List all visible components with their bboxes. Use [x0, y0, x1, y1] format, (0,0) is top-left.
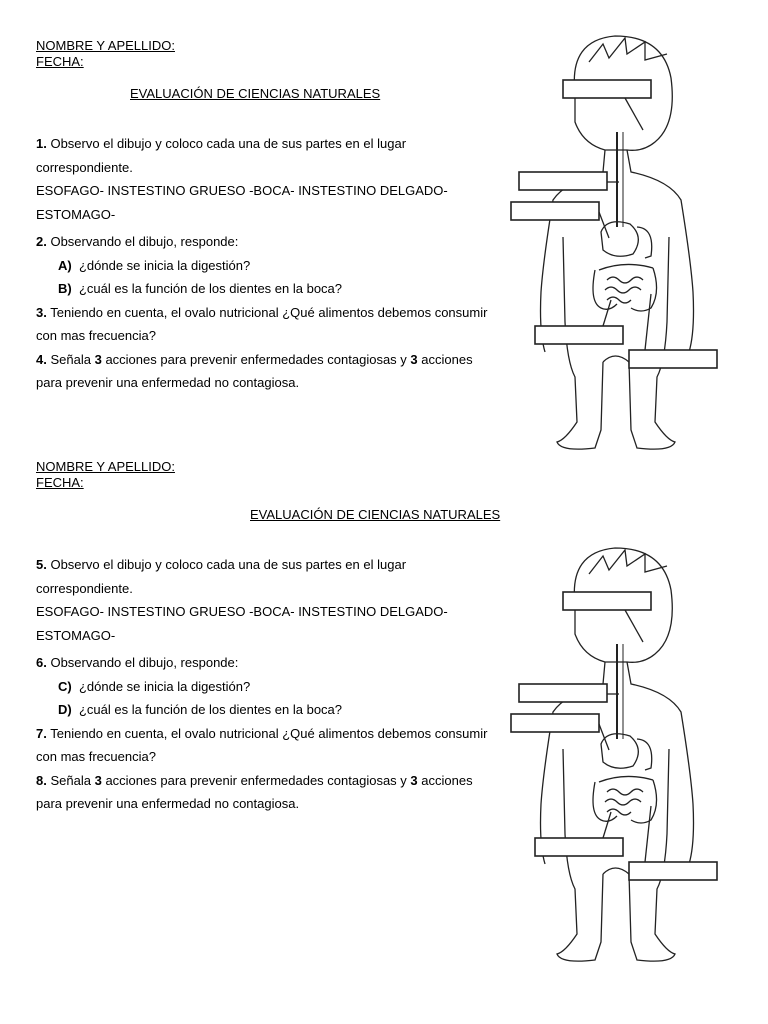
label-box-stomach [511, 714, 599, 732]
question-7 [36, 722, 496, 769]
label-box-esophagus [519, 172, 607, 190]
subquestion-text: ¿dónde se inicia la digestión? [78, 678, 251, 694]
subquestion-letter: C) [58, 678, 72, 694]
subquestion-text: ¿cuál es la función de los dientes en la boca? [78, 702, 343, 717]
digestive-system-figure [505, 32, 735, 462]
label-box-mouth [563, 592, 651, 610]
label-box-mouth [563, 80, 651, 98]
subquestion-letter: A) [58, 257, 72, 273]
label-box-esophagus [519, 684, 607, 702]
label-box-stomach [511, 202, 599, 220]
word-bank-line-2: ESTOMAGO- [36, 627, 116, 643]
subquestion-letter: B) [58, 281, 72, 296]
word-bank-line-1: ESOFAGO- INSTESTINO GRUESO -BOCA- INSTESTINO DELGADO- [36, 183, 448, 198]
question-text: Observando el dibujo, responde: [50, 234, 239, 249]
word-bank-line-1: ESOFAGO- INSTESTINO GRUESO -BOCA- INSTESTINO DELGADO- [36, 604, 448, 619]
subquestion-text: ¿dónde se inicia la digestión? [78, 257, 251, 273]
name-label: NOMBRE Y APELLIDO: [36, 38, 175, 53]
question-number: 7. [36, 725, 47, 741]
question-text: Observando el dibujo, responde: [50, 655, 239, 670]
question-text: Observo el dibujo y coloco cada una de sus partes en el lugar correspondiente. [36, 136, 407, 175]
question-2 [36, 230, 496, 254]
question-text: Teniendo en cuenta, el ovalo nutricional ¿Qué alimentos debemos consumir con mas frecuencia? [36, 304, 488, 343]
date-label: FECHA: [36, 54, 84, 69]
question-8: 8. Señala 3 acciones para prevenir enfermedades contagiosas y 3 acciones para prevenir una enfermedad no contagiosa. [36, 772, 473, 811]
question-number: 4. [36, 351, 47, 367]
body-outline-drawing [505, 544, 735, 974]
question-text: Observo el dibujo y coloco cada una de sus partes en el lugar correspondiente. [36, 557, 407, 596]
question-5 [36, 553, 496, 600]
question-6 [36, 651, 496, 675]
label-box-small-intestine [535, 838, 623, 856]
name-label: NOMBRE Y APELLIDO: [36, 459, 175, 474]
question-4: 4. Señala 3 acciones para prevenir enfermedades contagiosas y 3 acciones para prevenir una enfermedad no contagiosa. [36, 351, 473, 390]
evaluation-title: EVALUACIÓN DE CIENCIAS NATURALES [250, 507, 501, 522]
question-number: 2. [36, 234, 47, 249]
questions [36, 553, 496, 816]
label-box-large-intestine [629, 862, 717, 880]
question-number: 1. [36, 136, 47, 151]
subquestion-d [36, 698, 496, 722]
subquestion-letter: D) [58, 702, 72, 717]
evaluation-title: EVALUACIÓN DE CIENCIAS NATURALES [130, 86, 381, 101]
word-bank-line-2: ESTOMAGO- [36, 206, 116, 222]
question-text: Teniendo en cuenta, el ovalo nutricional ¿Qué alimentos debemos consumir con mas frecuencia? [36, 725, 488, 764]
question-number: 5. [36, 557, 47, 572]
date-label: FECHA: [36, 475, 84, 490]
question-number: 3. [36, 304, 47, 320]
label-box-large-intestine [629, 350, 717, 368]
subquestion-b [36, 277, 496, 301]
subquestion-a [36, 254, 496, 278]
questions [36, 132, 496, 395]
question-number: 6. [36, 655, 47, 670]
digestive-system-figure [505, 544, 735, 974]
question-number: 8. [36, 772, 47, 788]
label-box-small-intestine [535, 326, 623, 344]
subquestion-c [36, 675, 496, 699]
subquestion-text: ¿cuál es la función de los dientes en la boca? [78, 281, 343, 296]
question-3 [36, 301, 496, 348]
body-outline-drawing [505, 32, 735, 462]
question-1 [36, 132, 496, 179]
